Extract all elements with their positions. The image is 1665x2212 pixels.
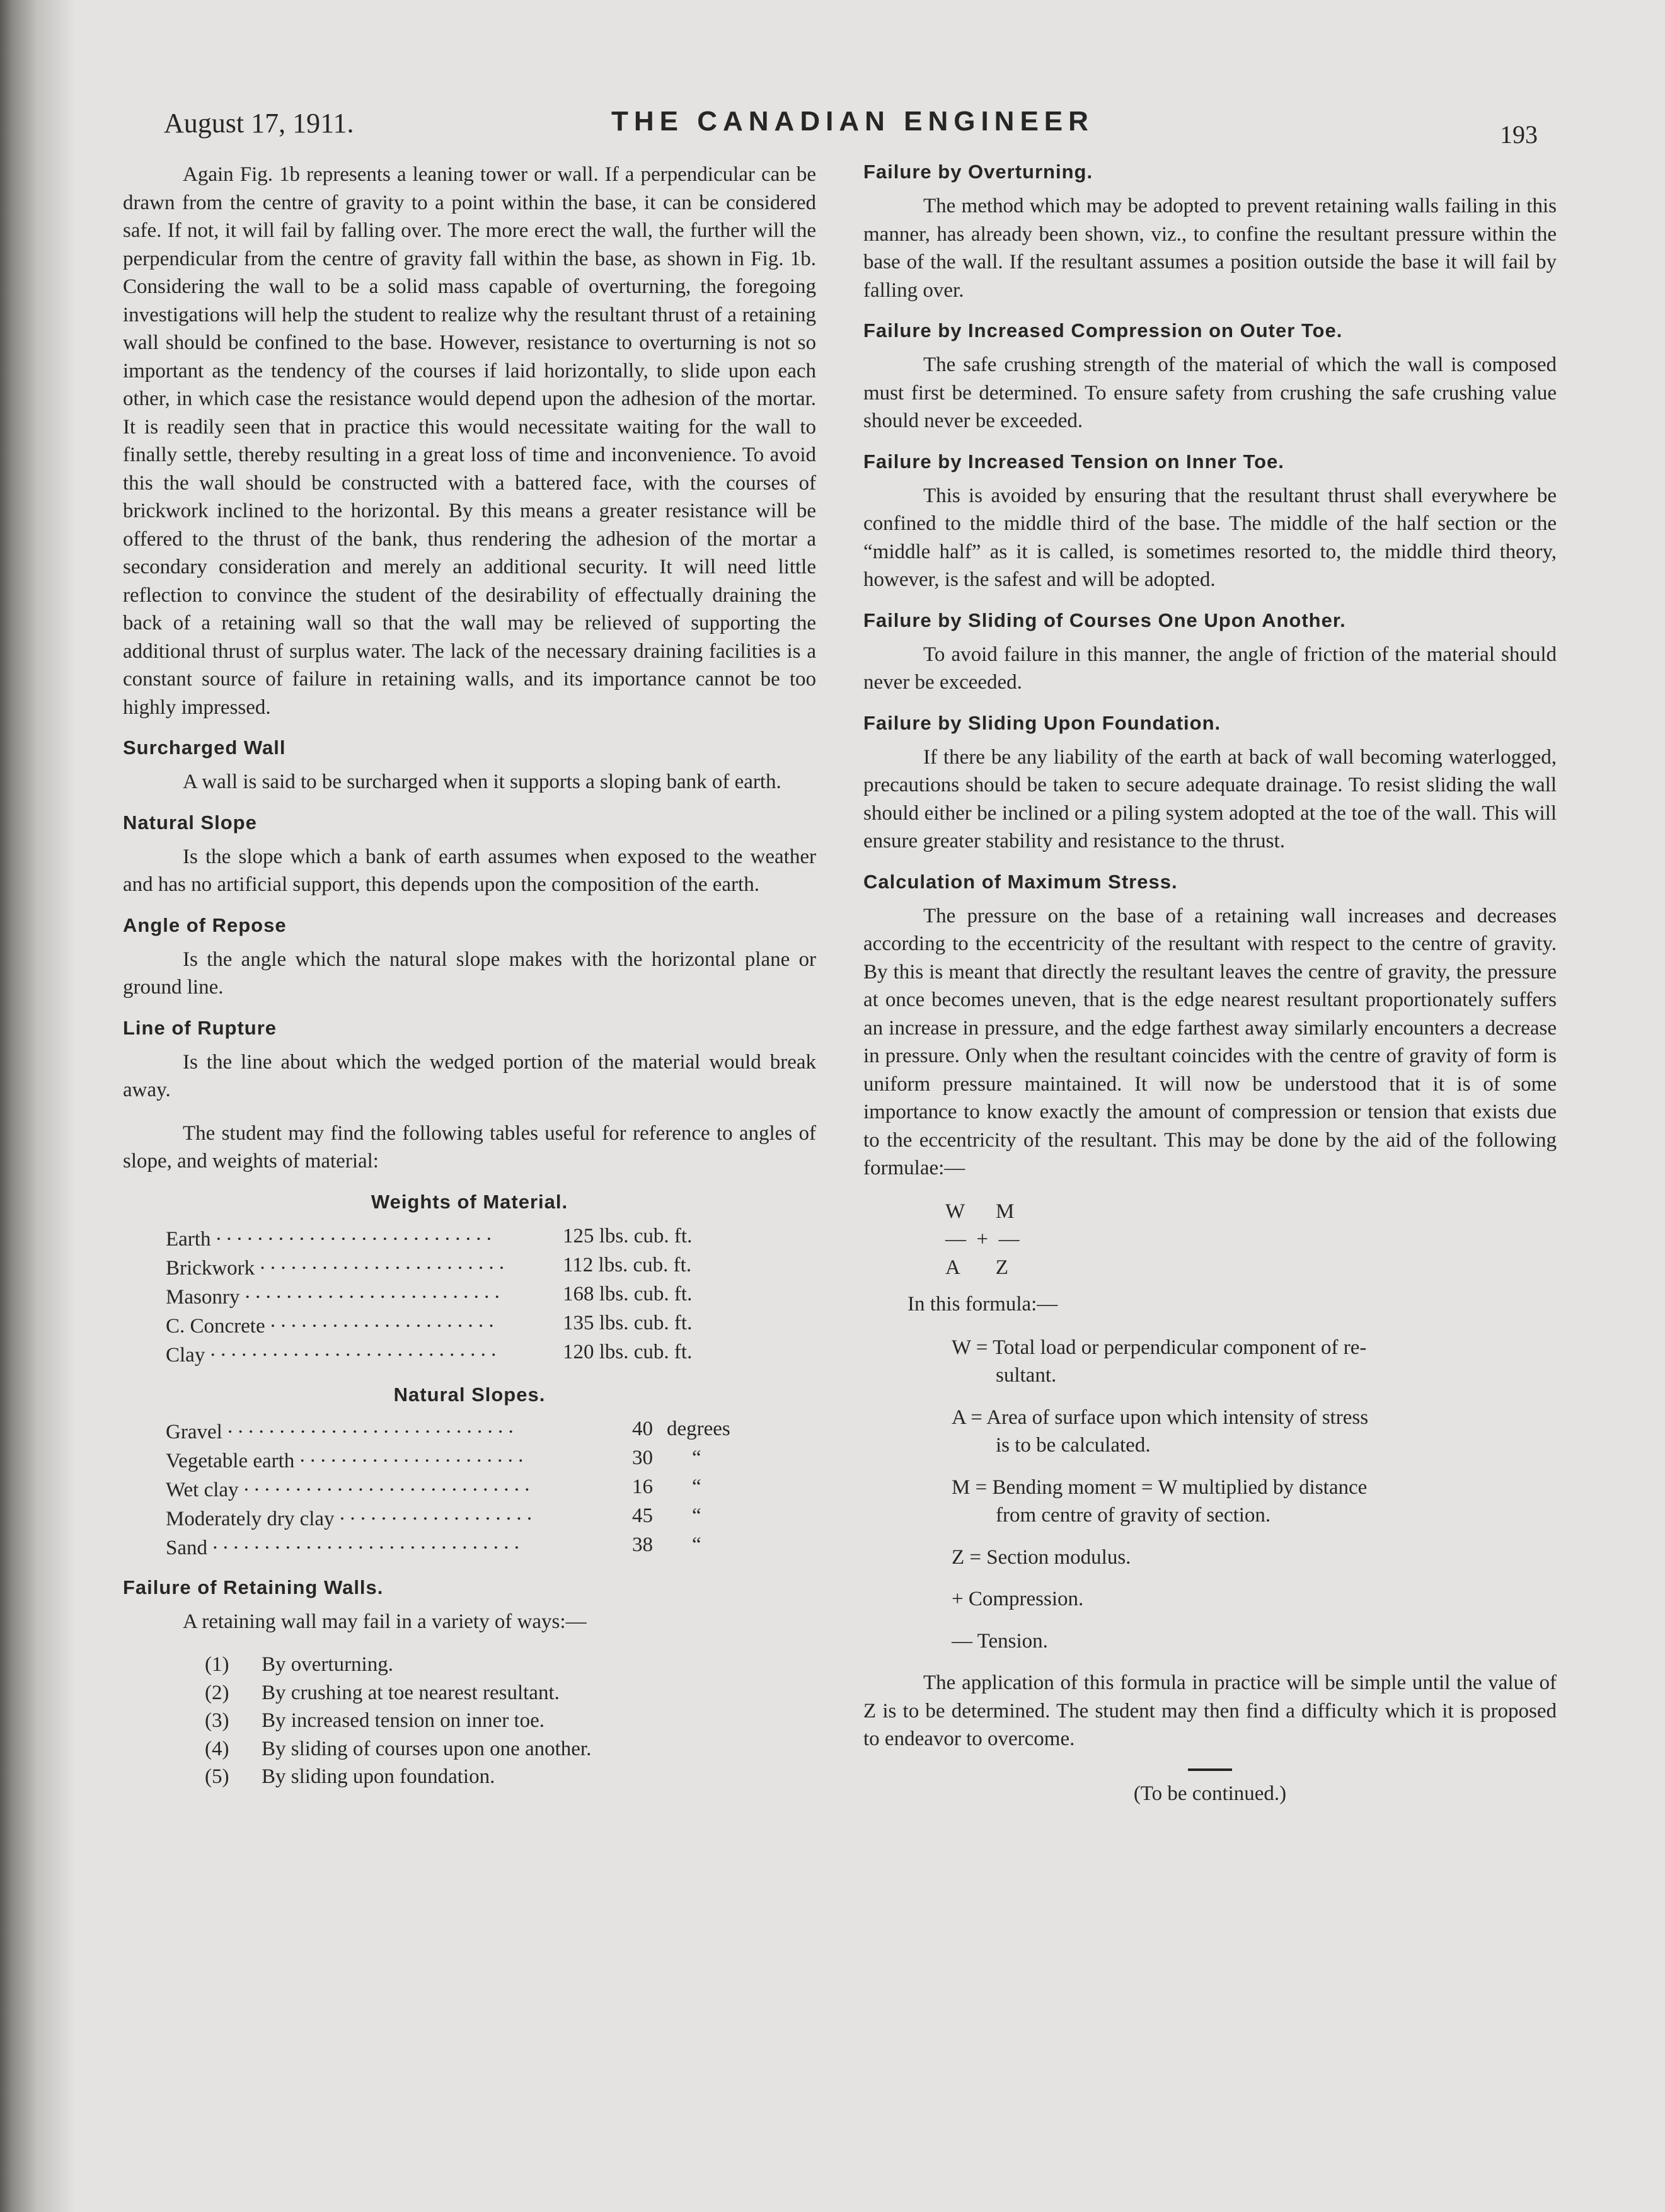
table-row: Sand . . . . . . . . . . . . . . . . . . . . . . . . . . . . . . 38 “ xyxy=(166,1531,730,1560)
heading-tension: Failure by Increased Tension on Inner Toe. xyxy=(863,450,1284,473)
tension-text: This is avoided by ensuring that the resultant thrust shall everywhere be confined to the middle third of the base. The middle of the half section or the “middle half” as it is called, is sometimes resorted to, the middle third theory, however, is the safest and will be adopted. xyxy=(863,484,1557,591)
slope-degrees: 45 xyxy=(632,1504,653,1527)
journal-title: THE CANADIAN ENGINEER xyxy=(611,106,1094,137)
right-column xyxy=(863,161,1557,1806)
material-weight: 135 lbs. cub. ft. xyxy=(563,1312,693,1334)
formula-denominators: A Z xyxy=(945,1256,1008,1279)
material-name: Brickwork xyxy=(166,1256,255,1280)
slope-unit: “ xyxy=(692,1533,701,1556)
definition-m: M = Bending moment = W multiplied by distance from centre of gravity of section. xyxy=(952,1476,1368,1527)
intro-paragraph: Again Fig. 1b represents a leaning tower or wall. If a perpendicular can be drawn from the centre of gravity to a point within the base, it can be considered safe. If not, it will fail by falling over. The more erect the wall, the further will the perpendicular from the centre of gravity fall within the base, as shown in Fig. 1b. Considering the wall to be a solid mass capable of overturning, the foregoing investigations will help the student to realize why the resultant thrust of a retaining wall should be confined to the base. However, resistance to overturning is not so important as the tendency of the courses if laid horizontally, to slide upon each other, in which case the resistance would depend upon the adhesion of the mortar. It is readily seen that in practice this would necessitate waiting for the wall to finally settle, thereby resulting in a great loss of time and inconvenience. To avoid this the wall should be constructed with a battered face, with the courses of brickwork inclined to the horizontal. By this means a greater resistance will be offered to the thrust of the bank, thus rendering the adhesion of the mortar a secondary consideration and merely an additional security. It will need little reflection to convince the student of the desirability of effectually draining the back of a retaining wall so that the wall may be relieved of supporting the additional thrust of surplus water. The lack of the necessary draining facilities is a constant source of failure in retaining walls, and its importance cannot be too highly impressed. xyxy=(123,163,816,719)
slope-degrees: 40 xyxy=(632,1418,653,1440)
heading-natural-slope: Natural Slope xyxy=(123,811,257,834)
slopes-table-title: Natural Slopes. xyxy=(393,1383,546,1406)
weights-table xyxy=(166,1222,692,1367)
heading-max-stress: Calculation of Maximum Stress. xyxy=(863,870,1178,893)
soil-name: Gravel xyxy=(166,1420,222,1443)
compression-text: The safe crushing strength of the material of which the wall is composed must first be determined. To ensure safety from crushing the safe crushing value should never be exceeded. xyxy=(863,353,1557,432)
material-name: C. Concrete xyxy=(166,1314,265,1338)
definition-w: W = Total load or perpendicular component of re- sultant. xyxy=(952,1336,1367,1387)
definition-minus: — Tension. xyxy=(952,1629,1048,1653)
weights-table-title: Weights of Material. xyxy=(371,1190,568,1213)
material-name: Masonry xyxy=(166,1285,240,1309)
material-weight: 120 lbs. cub. ft. xyxy=(563,1341,693,1363)
definition-a: A = Area of surface upon which intensity of stress is to be calculated. xyxy=(952,1406,1369,1457)
table-row: Earth . . . . . . . . . . . . . . . . . . . . . . . . . . . 125 lbs. cub. ft. xyxy=(166,1222,693,1251)
material-name: Earth xyxy=(166,1227,211,1251)
closing-paragraph: The application of this formula in practice will be simple until the value of Z is to be determined. The student may then find a difficulty which it is proposed to endeavor to overcome. xyxy=(863,1671,1557,1750)
tables-intro: The student may find the following tables useful for reference to angles of slope, and weights of material: xyxy=(123,1121,816,1172)
angle-of-repose-text: Is the angle which the natural slope makes with the horizontal plane or ground line. xyxy=(123,948,816,999)
table-row: C. Concrete . . . . . . . . . . . . . . . . . . . . . . 135 lbs. cub. ft. xyxy=(166,1309,693,1338)
slope-unit: “ xyxy=(692,1447,701,1469)
material-name: Clay xyxy=(166,1343,205,1367)
to-be-continued: (To be continued.) xyxy=(1133,1782,1287,1805)
formula-numerators: W M xyxy=(945,1200,1015,1223)
formula-intro: In this formula:— xyxy=(907,1293,1058,1315)
heading-angle-of-repose: Angle of Repose xyxy=(123,914,287,936)
heading-sliding-foundation: Failure by Sliding Upon Foundation. xyxy=(863,711,1221,734)
failure-intro: A retaining wall may fail in a variety of ways:— xyxy=(183,1610,587,1633)
table-row: Clay . . . . . . . . . . . . . . . . . . . . . . . . . . . . 120 lbs. cub. ft. xyxy=(166,1338,693,1367)
stress-formula xyxy=(945,1198,1557,1282)
issue-date: August 17, 1911. xyxy=(164,108,354,139)
slope-unit: “ xyxy=(692,1476,701,1498)
failure-list xyxy=(205,1651,816,1791)
sliding-courses-text: To avoid failure in this manner, the angle of friction of the material should never be exceeded. xyxy=(863,643,1557,694)
slope-unit: “ xyxy=(692,1504,701,1527)
table-row: Masonry . . . . . . . . . . . . . . . . . . . . . . . . . 168 lbs. cub. ft. xyxy=(166,1280,693,1309)
list-item: (1) By overturning. xyxy=(205,1653,393,1676)
list-item: (4) By sliding of courses upon one another. xyxy=(205,1737,592,1760)
table-row: Wet clay . . . . . . . . . . . . . . . . . . . . . . . . . . . . 16 “ xyxy=(166,1473,730,1502)
page-header xyxy=(164,101,1538,151)
heading-compression: Failure by Increased Compression on Outer Toe. xyxy=(863,319,1343,341)
soil-name: Wet clay xyxy=(166,1478,239,1501)
definition-plus: + Compression. xyxy=(952,1588,1084,1610)
slope-unit: degrees xyxy=(667,1418,730,1440)
heading-overturning: Failure by Overturning. xyxy=(863,161,1093,183)
table-row: Vegetable earth . . . . . . . . . . . . . . . . . . . . . . 30 “ xyxy=(166,1444,730,1473)
table-row: Brickwork . . . . . . . . . . . . . . . . . . . . . . . . 112 lbs. cub. ft. xyxy=(166,1251,692,1280)
material-weight: 112 lbs. cub. ft. xyxy=(563,1254,692,1276)
slopes-table xyxy=(166,1415,730,1560)
table-row: Gravel . . . . . . . . . . . . . . . . . . . . . . . . . . . . 40 degrees xyxy=(166,1414,730,1443)
overturning-text: The method which may be adopted to prevent retaining walls failing in this manner, has already been shown, viz., to confine the resultant pressure within the base of the wall. If the resultant assumes a position outside the base it will fail by falling over. xyxy=(863,195,1557,302)
natural-slope-text: Is the slope which a bank of earth assumes when exposed to the weather and has no artificial support, this depends upon the composition of the earth. xyxy=(123,845,816,896)
heading-surcharged-wall: Surcharged Wall xyxy=(123,736,286,759)
heading-failure-of-retaining-walls: Failure of Retaining Walls. xyxy=(123,1576,384,1598)
heading-sliding-courses: Failure by Sliding of Courses One Upon Another. xyxy=(863,609,1346,631)
soil-name: Vegetable earth xyxy=(166,1449,295,1472)
page-number: 193 xyxy=(1500,120,1538,149)
table-row: Moderately dry clay . . . . . . . . . . . . . . . . . . . 45 “ xyxy=(166,1502,730,1531)
formula-definitions xyxy=(952,1334,1557,1656)
soil-name: Sand xyxy=(166,1536,207,1559)
slope-degrees: 16 xyxy=(632,1476,653,1498)
surcharged-text: A wall is said to be surcharged when it supports a sloping bank of earth. xyxy=(183,771,781,793)
sliding-foundation-text: If there be any liability of the earth at back of wall becoming waterlogged, precautions should be taken to secure adequate drainage. To resist sliding the wall should either be inclined or a piling system adopted at the toe of the wall. This will ensure greater stability and resistance to the thrust. xyxy=(863,745,1557,852)
heading-line-of-rupture: Line of Rupture xyxy=(123,1016,277,1039)
list-item: (3) By increased tension on inner toe. xyxy=(205,1709,545,1732)
formula-operators: — + — xyxy=(945,1228,1020,1251)
list-item: (5) By sliding upon foundation. xyxy=(205,1765,495,1788)
max-stress-text: The pressure on the base of a retaining wall increases and decreases according to the eccentricity of the resultant with respect to the centre of gravity. By this is meant that directly the resultant leaves the centre of gravity, the pressure at once becomes uneven, that is the edge nearest resultant proportionately suffers an increase in pressure, and the edge farthest away similarly encounters a decrease in pressure. Only when the resultant coincides with the centre of gravity of form is uniform pressure maintained. It will now be understood that it is of some importance to know exactly the amount of compression or tension that exists due to the eccentricity of the resultant. This may be done by the aid of the following formulae:— xyxy=(863,904,1557,1179)
slope-degrees: 30 xyxy=(632,1447,653,1469)
binding-shadow xyxy=(0,0,76,2212)
definition-z: Z = Section modulus. xyxy=(952,1545,1131,1569)
list-item: (2) By crushing at toe nearest resultant. xyxy=(205,1681,560,1704)
slope-degrees: 38 xyxy=(632,1533,653,1556)
section-divider xyxy=(1188,1768,1232,1771)
line-of-rupture-text: Is the line about which the wedged portion of the material would break away. xyxy=(123,1050,816,1101)
material-weight: 168 lbs. cub. ft. xyxy=(563,1283,693,1305)
soil-name: Moderately dry clay xyxy=(166,1507,335,1530)
left-column xyxy=(123,161,816,1791)
material-weight: 125 lbs. cub. ft. xyxy=(563,1225,693,1247)
